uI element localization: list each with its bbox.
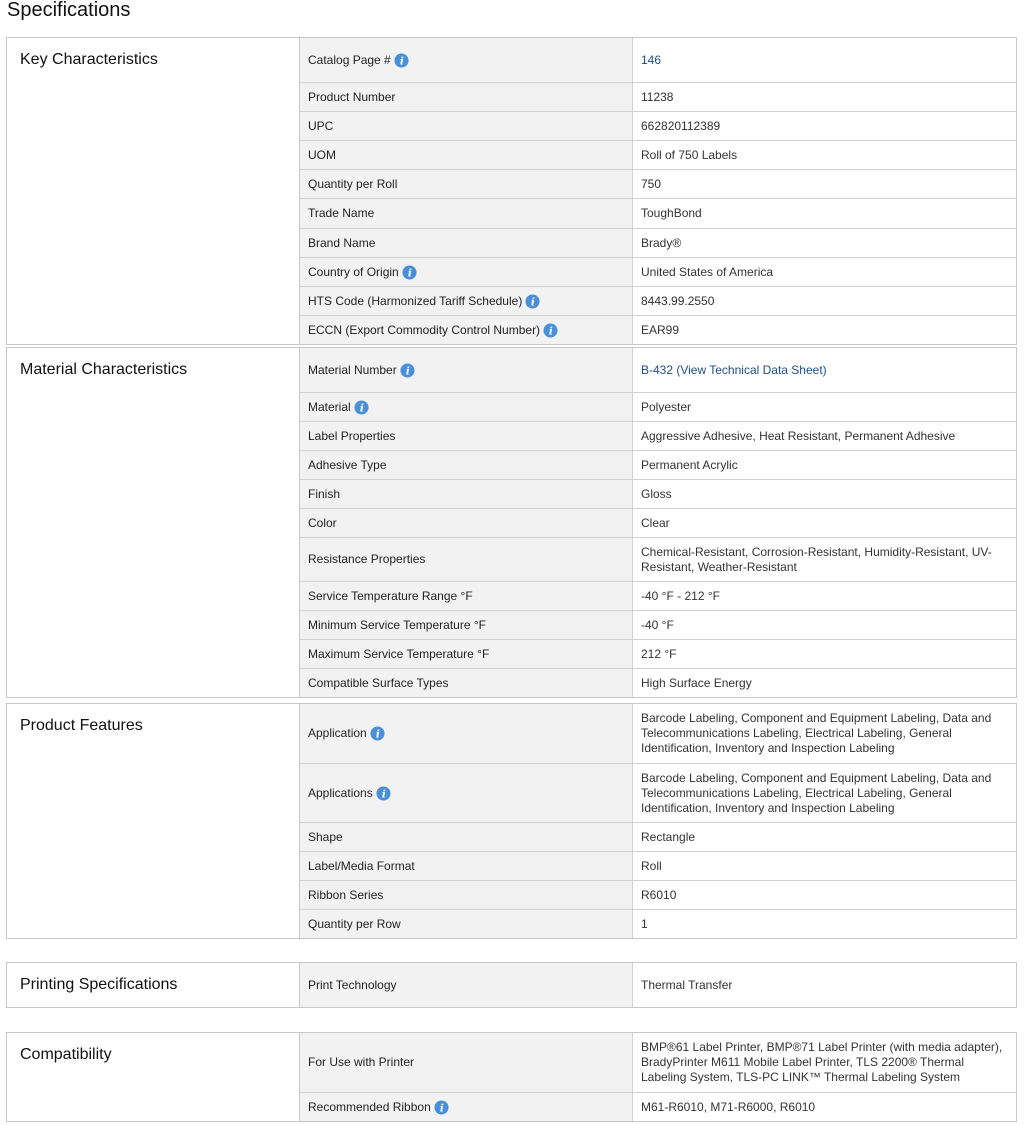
spec-label-cell — [300, 1033, 633, 1092]
spec-row-maximum-service-temperature-f — [300, 639, 1016, 668]
spec-value: Gloss — [641, 486, 672, 501]
spec-row-material — [300, 392, 1016, 421]
spec-row-finish — [300, 479, 1016, 508]
spec-label-cell — [300, 582, 633, 610]
spec-label-cell — [300, 1093, 633, 1121]
svg-text:i: i — [531, 296, 536, 309]
spec-group-compatibility — [6, 1032, 1017, 1122]
spec-row-quantity-per-roll — [300, 169, 1016, 198]
spec-row-for-use-with-printer — [300, 1033, 1016, 1092]
spec-label-cell — [300, 199, 633, 228]
spec-label-cell — [300, 287, 633, 315]
spec-group-title: Key Characteristics — [7, 38, 300, 344]
spec-value: EAR99 — [641, 322, 680, 337]
info-icon[interactable] — [370, 726, 385, 741]
spec-row-brand-name — [300, 228, 1016, 257]
spec-row-application — [300, 704, 1016, 763]
info-icon[interactable] — [354, 400, 369, 415]
spec-label: Label Properties — [308, 428, 396, 443]
spec-value: -40 °F - 212 °F — [641, 588, 720, 603]
spec-row-product-number — [300, 82, 1016, 111]
spec-row-ribbon-series — [300, 880, 1016, 909]
spec-row-material-number — [300, 348, 1016, 392]
spec-label: Ribbon Series — [308, 887, 384, 902]
spec-label: For Use with Printer — [308, 1055, 415, 1069]
spec-label: Label/Media Format — [308, 858, 415, 873]
spec-label: HTS Code (Harmonized Tariff Schedule) — [308, 293, 523, 308]
spec-label: UPC — [308, 118, 334, 133]
spec-label-cell — [300, 611, 633, 639]
spec-value: 8443.99.2550 — [641, 293, 715, 308]
spec-value: R6010 — [641, 887, 677, 902]
spec-row-applications — [300, 763, 1016, 822]
spec-label: Print Technology — [308, 977, 397, 992]
spec-label: Quantity per Row — [308, 916, 401, 931]
spec-row-eccn-export-commodity-control-number — [300, 315, 1016, 344]
svg-text:i: i — [399, 55, 404, 68]
spec-label-cell — [300, 852, 633, 880]
spec-value-link[interactable]: B-432 (View Technical Data Sheet) — [641, 362, 827, 377]
info-icon[interactable] — [543, 323, 558, 338]
spec-label: Trade Name — [308, 206, 375, 220]
spec-group-title: Compatibility — [7, 1033, 300, 1121]
svg-text:i: i — [407, 267, 412, 280]
spec-rows — [300, 348, 1016, 697]
spec-row-label-media-format — [300, 851, 1016, 880]
spec-label: Service Temperature Range °F — [308, 588, 473, 603]
spec-row-upc — [300, 111, 1016, 140]
spec-group-printing-specifications — [6, 962, 1017, 1008]
spec-row-color — [300, 508, 1016, 537]
spec-row-label-properties — [300, 421, 1016, 450]
spec-label-cell — [300, 704, 633, 763]
spec-row-minimum-service-temperature-f — [300, 610, 1016, 639]
spec-label: Material Number — [308, 362, 397, 377]
spec-rows — [300, 38, 1016, 344]
info-icon[interactable] — [525, 294, 540, 309]
spec-label: ECCN (Export Commodity Control Number) — [308, 322, 541, 337]
spec-label-cell — [300, 538, 633, 581]
spec-label-cell — [300, 910, 633, 938]
spec-label-cell — [300, 422, 633, 450]
svg-text:i: i — [405, 365, 410, 378]
info-icon[interactable] — [394, 53, 409, 68]
svg-text:i: i — [548, 325, 553, 338]
spec-value: Barcode Labeling, Component and Equipment Labeling, Data and Telecommunications Labeling, Electrical Labeling, General Identification, Inventory and Inspection Labeling — [641, 711, 992, 755]
spec-label-cell — [300, 258, 633, 286]
spec-value: Permanent Acrylic — [641, 457, 738, 472]
spec-label: UOM — [308, 147, 336, 162]
spec-label: Brand Name — [308, 235, 376, 250]
spec-value: Brady® — [641, 235, 682, 250]
spec-value: Polyester — [641, 399, 692, 414]
info-icon[interactable] — [402, 265, 417, 280]
spec-label: Material — [308, 399, 351, 414]
spec-label: Resistance Properties — [308, 552, 426, 566]
spec-value: Roll of 750 Labels — [641, 147, 738, 162]
spec-group-title: Product Features — [7, 704, 300, 938]
svg-text:i: i — [375, 728, 380, 741]
spec-value: Chemical-Resistant, Corrosion-Resistant, Humidity-Resistant, UV-Resistant, Weather-Resistant — [641, 544, 992, 574]
spec-row-uom — [300, 140, 1016, 169]
spec-value: 1 — [641, 916, 648, 931]
info-icon[interactable] — [434, 1100, 449, 1115]
spec-value: Rectangle — [641, 829, 696, 844]
spec-value: -40 °F — [641, 617, 674, 632]
spec-value: 11238 — [641, 89, 674, 104]
spec-value: ToughBond — [641, 206, 702, 220]
spec-value: 212 °F — [641, 646, 677, 661]
spec-label-cell — [300, 764, 633, 822]
spec-value-link[interactable]: 146 — [641, 52, 662, 67]
spec-row-resistance-properties — [300, 537, 1016, 581]
spec-row-country-of-origin — [300, 257, 1016, 286]
page-title: Specifications — [7, 0, 131, 21]
spec-label: Product Number — [308, 89, 396, 104]
spec-value: Clear — [641, 515, 670, 530]
spec-label: Adhesive Type — [308, 457, 387, 472]
spec-label-cell — [300, 640, 633, 668]
spec-label-cell — [300, 451, 633, 479]
spec-rows — [300, 963, 1016, 1007]
spec-label-cell — [300, 229, 633, 257]
spec-label: Applications — [308, 785, 373, 800]
spec-value: Roll — [641, 858, 662, 873]
info-icon[interactable] — [400, 363, 415, 378]
spec-group-title: Printing Specifications — [7, 963, 300, 1007]
spec-label-cell — [300, 963, 633, 1007]
spec-label-cell — [300, 348, 633, 392]
spec-row-compatible-surface-types — [300, 668, 1016, 697]
spec-label: Compatible Surface Types — [308, 675, 449, 690]
spec-value: Thermal Transfer — [641, 977, 733, 992]
spec-label: Recommended Ribbon — [308, 1099, 431, 1114]
spec-group-product-features — [6, 703, 1017, 939]
spec-label-cell — [300, 480, 633, 508]
spec-value: 750 — [641, 176, 662, 191]
spec-label-cell — [300, 316, 633, 344]
info-icon[interactable] — [376, 786, 391, 801]
spec-value: M61-R6010, M71-R6000, R6010 — [641, 1099, 816, 1114]
spec-row-hts-code-harmonized-tariff-schedule — [300, 286, 1016, 315]
spec-label: Color — [308, 515, 337, 530]
spec-value: High Surface Energy — [641, 675, 752, 690]
spec-row-recommended-ribbon — [300, 1092, 1016, 1121]
spec-label: Finish — [308, 486, 341, 501]
spec-label-cell — [300, 141, 633, 169]
svg-text:i: i — [359, 402, 364, 415]
spec-value: Aggressive Adhesive, Heat Resistant, Permanent Adhesive — [641, 428, 956, 443]
spec-row-shape — [300, 822, 1016, 851]
spec-label: Shape — [308, 829, 343, 844]
spec-label-cell — [300, 881, 633, 909]
spec-value: United States of America — [641, 264, 774, 279]
spec-value: BMP®61 Label Printer, BMP®71 Label Printer (with media adapter), BradyPrinter M611 Mobile Label Printer, TLS 2200® Thermal Labeling System, TLS-PC LINK™ Thermal Labeling System — [641, 1040, 1003, 1084]
spec-row-catalog-page — [300, 38, 1016, 82]
spec-label-cell — [300, 112, 633, 140]
spec-row-adhesive-type — [300, 450, 1016, 479]
spec-rows — [300, 704, 1016, 938]
spec-label-cell — [300, 393, 633, 421]
spec-label: Quantity per Roll — [308, 176, 398, 191]
spec-value: 662820112389 — [641, 118, 721, 133]
spec-group-material-characteristics — [6, 347, 1017, 698]
spec-label-cell — [300, 38, 633, 82]
spec-row-quantity-per-row — [300, 909, 1016, 938]
spec-row-service-temperature-range-f — [300, 581, 1016, 610]
spec-label-cell — [300, 823, 633, 851]
spec-label: Catalog Page # — [308, 52, 391, 67]
spec-label-cell — [300, 83, 633, 111]
spec-label-cell — [300, 170, 633, 198]
spec-group-key-characteristics — [6, 37, 1017, 345]
spec-label-cell — [300, 509, 633, 537]
svg-text:i: i — [439, 1102, 444, 1115]
spec-label: Maximum Service Temperature °F — [308, 646, 490, 661]
spec-row-print-technology — [300, 963, 1016, 1007]
spec-row-trade-name — [300, 198, 1016, 228]
svg-text:i: i — [381, 788, 386, 801]
spec-label-cell — [300, 669, 633, 697]
spec-label: Application — [308, 726, 367, 740]
spec-label: Country of Origin — [308, 264, 399, 279]
spec-label: Minimum Service Temperature °F — [308, 617, 486, 632]
spec-group-title: Material Characteristics — [7, 348, 300, 697]
spec-rows — [300, 1033, 1016, 1121]
spec-value: Barcode Labeling, Component and Equipment Labeling, Data and Telecommunications Labeling, Electrical Labeling, General Identification, Inventory and Inspection Labeling — [641, 770, 992, 815]
